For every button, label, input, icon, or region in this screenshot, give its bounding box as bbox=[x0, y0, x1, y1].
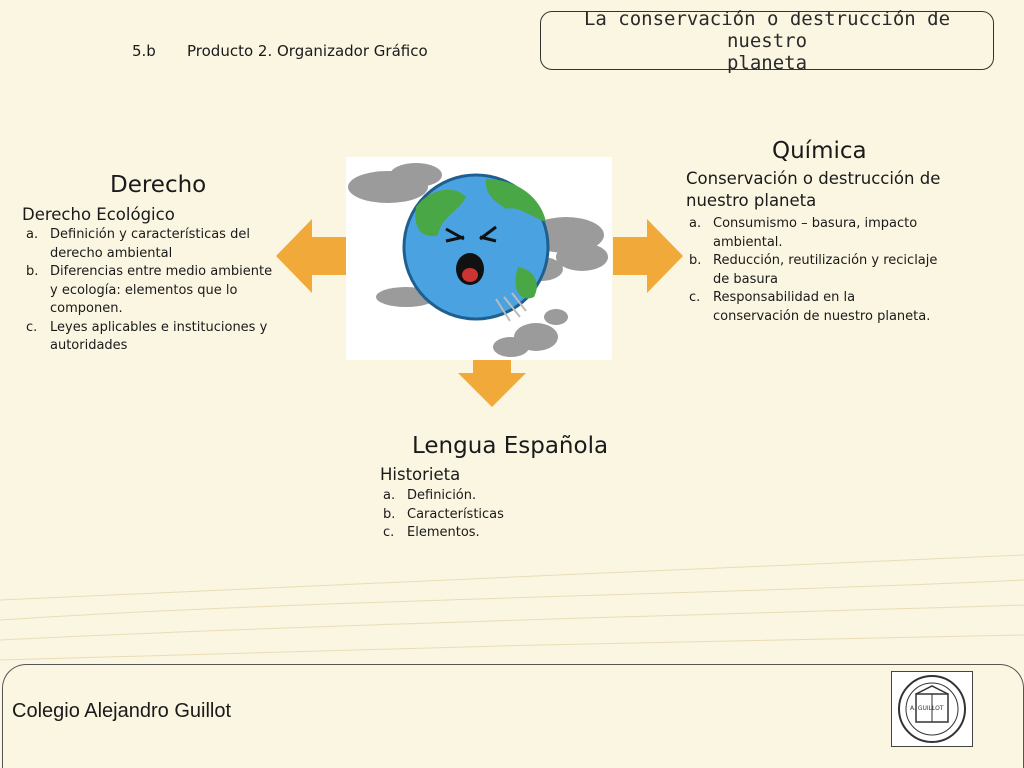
quimica-subheading-line-2: nuestro planeta bbox=[686, 191, 817, 210]
title-line-1: La conservación o destrucción de nuestro bbox=[583, 7, 951, 52]
list-item-text: componen. bbox=[50, 301, 123, 316]
slide-number: 5.b bbox=[132, 42, 156, 60]
list-item bbox=[26, 263, 316, 319]
title-box bbox=[540, 7, 994, 74]
list-item-text: ambiental. bbox=[713, 234, 783, 250]
list-marker: b. bbox=[383, 506, 396, 522]
list-item bbox=[689, 252, 989, 289]
list-item-text: Características bbox=[407, 506, 504, 522]
list-item-text: conservación de nuestro planeta. bbox=[713, 308, 931, 324]
list-item-text: derecho ambiental bbox=[50, 245, 173, 261]
list-item bbox=[383, 506, 603, 525]
arrow-left-icon bbox=[276, 219, 348, 293]
list-marker: b. bbox=[26, 264, 39, 279]
derecho-heading: Derecho bbox=[110, 172, 207, 198]
seal-text: A. GUILLOT bbox=[910, 705, 944, 712]
list-item-text: Elementos. bbox=[407, 525, 480, 540]
globe-illustration bbox=[346, 157, 612, 360]
list-marker: c. bbox=[383, 525, 395, 540]
list-item bbox=[689, 289, 989, 326]
list-item bbox=[26, 226, 316, 263]
list-marker: a. bbox=[689, 216, 702, 231]
list-item bbox=[383, 524, 603, 543]
list-item-text: autoridades bbox=[50, 338, 128, 353]
list-item-text: Consumismo – basura, impacto bbox=[713, 216, 918, 231]
lengua-heading: Lengua Española bbox=[412, 433, 609, 459]
quimica-list bbox=[689, 215, 989, 326]
list-marker: c. bbox=[26, 319, 38, 335]
list-item-text: Reducción, reutilización y reciclaje bbox=[713, 253, 938, 268]
school-seal-icon bbox=[891, 671, 973, 747]
lengua-list bbox=[383, 487, 603, 543]
arrow-right-icon bbox=[613, 219, 683, 293]
product-label: Producto 2. Organizador Gráfico bbox=[187, 42, 428, 60]
derecho-list bbox=[26, 226, 316, 356]
list-item-text: Definición. bbox=[407, 488, 477, 503]
list-item-text: Definición y características del bbox=[50, 227, 250, 242]
list-marker: a. bbox=[26, 227, 39, 242]
list-item-text: de basura bbox=[713, 271, 778, 287]
quimica-subheading bbox=[686, 168, 940, 212]
list-item-text: y ecología: elementos que lo bbox=[50, 282, 238, 298]
list-item-text: Responsabilidad en la bbox=[713, 290, 856, 305]
sad-earth-icon bbox=[346, 157, 612, 360]
list-item bbox=[689, 215, 989, 252]
list-item-text: Leyes aplicables e instituciones y bbox=[50, 319, 268, 335]
quimica-heading: Química bbox=[772, 138, 867, 164]
list-marker: a. bbox=[383, 488, 396, 503]
list-item-text: Diferencias entre medio ambiente bbox=[50, 264, 273, 279]
derecho-subheading: Derecho Ecológico bbox=[22, 205, 175, 224]
quimica-subheading-line-1: Conservación o destrucción de bbox=[686, 169, 941, 188]
list-item bbox=[26, 319, 316, 356]
school-name: Colegio Alejandro Guillot bbox=[12, 700, 232, 722]
list-item bbox=[383, 487, 603, 506]
list-marker: b. bbox=[689, 253, 702, 268]
list-marker: c. bbox=[689, 290, 701, 305]
title-line-2: planeta bbox=[726, 51, 808, 74]
lengua-subheading: Historieta bbox=[380, 465, 461, 484]
